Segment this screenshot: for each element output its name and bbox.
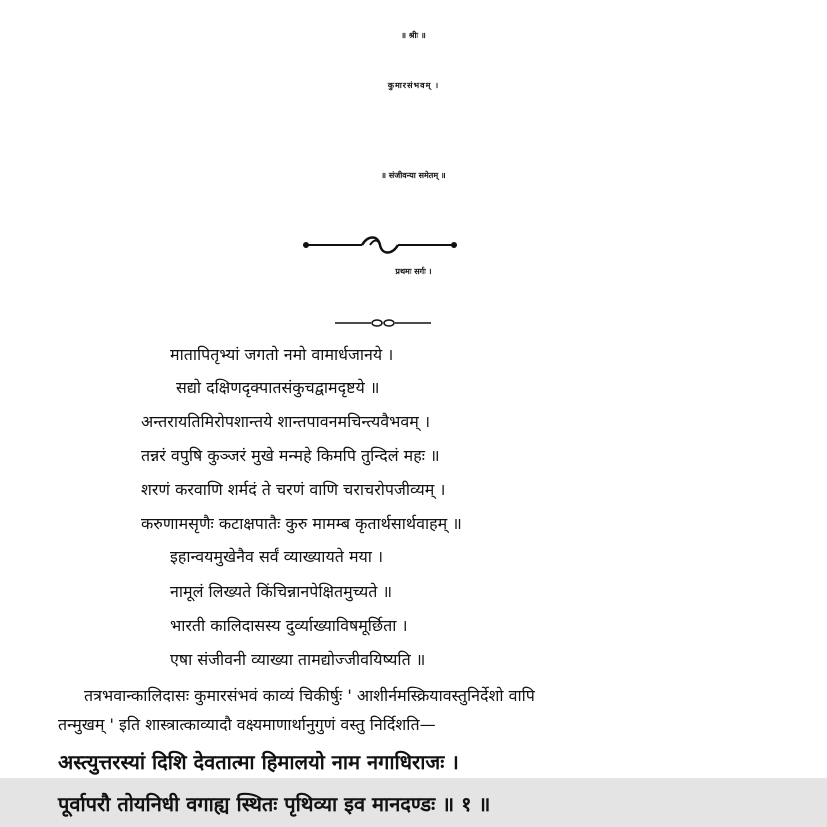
invocation-verse-line: भारती कालिदासस्य दुर्व्याख्याविषमूर्छिता । (170, 616, 408, 635)
main-verse-line: अस्त्युत्तरस्यां दिशि देवतात्मा हिमालयो नाम नगाधिराजः । (58, 750, 459, 774)
invocation-verse-line: तन्नरं वपुषि कुञ्जरं मुखे मन्महे किमपि तुन्दिलं महः ॥ (141, 446, 440, 465)
commentary-line: तत्रभवान्कालिदासः कुमारसंभवं काव्यं चिकीर्षुः ' आशीर्नमस्क्रियावस्तुनिर्देशो वापि (84, 686, 535, 705)
invocation-verse-line: करुणामसृणैः कटाक्षपातैः कुरु मामम्ब कृतार्थसार्थवाहम् ॥ (141, 514, 462, 533)
canto-heading: प्रथमः सर्गः । (395, 267, 432, 276)
subtitle: ॥ संजीवन्या समेतम् ॥ (381, 171, 446, 180)
small-divider-icon (333, 316, 433, 330)
invocation-verse-line: इहान्वयमुखेनैव सर्वं व्याख्यायते मया । (170, 547, 384, 566)
invocation-verse-line: अन्तरायतिमिरोपशान्तये शान्तपावनमचिन्त्यवैभवम् । (141, 412, 431, 431)
invocation-verse-line: एषा संजीवनी व्याख्या तामद्योज्जीवयिष्यति ॥ (170, 650, 426, 669)
invocation-verse-line: शरणं करवाणि शर्मदं ते चरणं वाणि चराचरोपजीव्यम् । (141, 480, 446, 499)
commentary-line: तन्मुखम् ' इति शास्त्रात्काव्यादौ वक्ष्यमाणार्थानुगुणं वस्तु निर्दिशति— (58, 715, 436, 734)
invocation: ॥ श्रीः ॥ (401, 31, 426, 40)
invocation-verse-line: सद्यो दक्षिणदृक्पातसंकुचद्वामदृष्टये ॥ (176, 378, 380, 397)
invocation-verse-line: मातापितृभ्यां जगतो नमो वामार्धजानये । (170, 345, 394, 364)
ornament-divider-icon (300, 233, 460, 257)
main-verse-line: पूर्वापरौ तोयनिधी वगाह्य स्थितः पृथिव्या इव मानदण्डः ॥ १ ॥ (58, 792, 491, 816)
page-title: कुमारसंभवम् । (387, 81, 440, 90)
invocation-verse-line: नामूलं लिख्यते किंचिन्नानपेक्षितमुच्यते ॥ (170, 582, 393, 601)
